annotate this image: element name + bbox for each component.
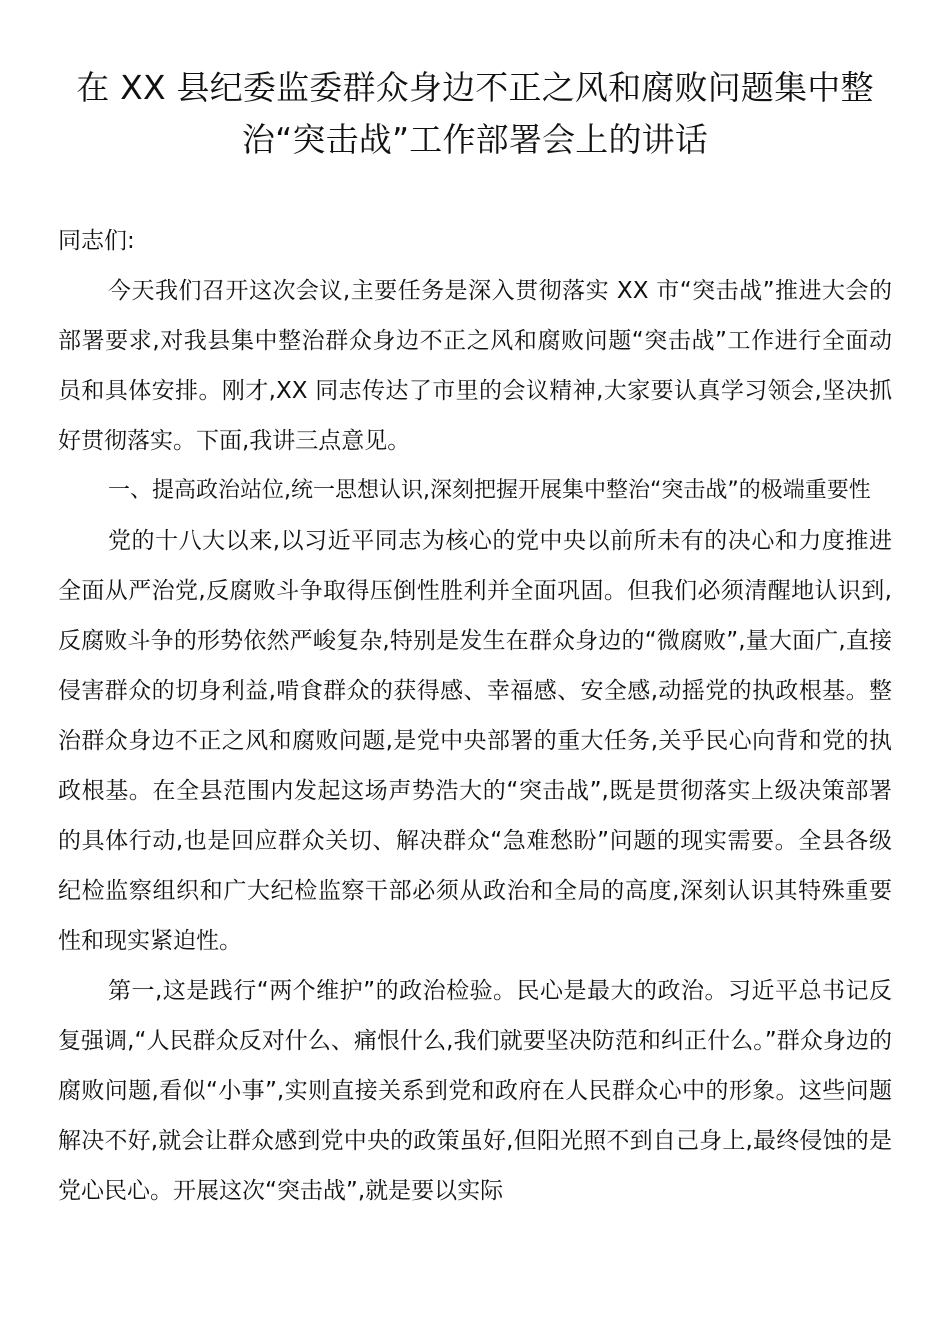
paragraph-point-1: 第一,这是践行“两个维护”的政治检验。民心是最大的政治。习近平总书记反复强调,“人民群众反对什么、痛恨什么,我们就要坚决防范和纠正什么。”群众身边的腐败问题,看似“小事”,实则直接关系到党和政府在人民群众心中的形象。这些问题解决不好,就会让群众感到党中央的政策虽好,但阳光照不到自己身上,最终侵蚀的是党心民心。开展这次“突击战”,就是要以实际 (58, 978, 892, 1204)
section-heading-1: 一、提高政治站位,统一思想认识,深刻把握开展集中整治“突击战”的极端重要性 (108, 478, 871, 503)
paragraph-background: 党的十八大以来,以习近平同志为核心的党中央以前所未有的决心和力度推进全面从严治党,反腐败斗争取得压倒性胜利并全面巩固。但我们必须清醒地认识到,反腐败斗争的形势依然严峻复杂,特别是发生在群众身边的“微腐败”,量大面广,直接侵害群众的切身利益,啃食群众的获得感、幸福感、安全感,动摇党的执政根基。整治群众身边不正之风和腐败问题,是党中央部署的重大任务,关乎民心向背和党的执政根基。在全县范围内发起这场声势浩大的“突击战”,既是贯彻落实上级决策部署的具体行动,也是回应群众关切、解决群众“急难愁盼”问题的现实需要。全县各级纪检监察组织和广大纪检监察干部必须从政治和全局的高度,深刻认识其特殊重要性和现实紧迫性。 (58, 528, 892, 954)
paragraph-intro: 今天我们召开这次会议,主要任务是深入贯彻落实 XX 市“突击战”推进大会的部署要求,对我县集中整治群众身边不正之风和腐败问题“突击战”工作进行全面动员和具体安排。刚才,XX 同志传达了市里的会议精神,大家要认真学习领会,坚决抓好贯彻落实。下面,我讲三点意见。 (58, 278, 892, 454)
salutation: 同志们: (58, 228, 135, 254)
document-body (58, 216, 892, 1216)
document-title: 在 XX 县纪委监委群众身边不正之风和腐败问题集中整治“突击战”工作部署会上的讲话 (76, 68, 874, 159)
